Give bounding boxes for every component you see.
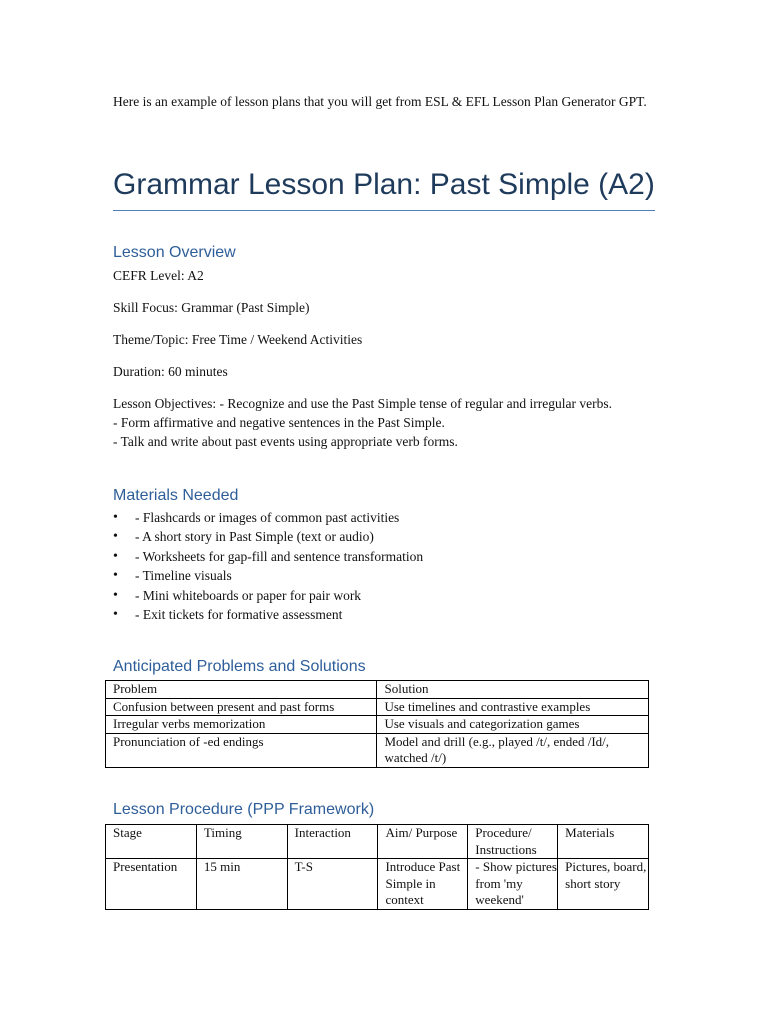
table-header-cell: Timing [196, 825, 287, 859]
procedure-heading: Lesson Procedure (PPP Framework) [113, 801, 375, 818]
table-cell: T-S [287, 859, 378, 910]
list-item-text: - Mini whiteboards or paper for pair work [135, 587, 362, 603]
objective-line: Lesson Objectives: - Recognize and use the Past Simple tense of regular and irregular verbs. [113, 396, 612, 411]
cefr-level: CEFR Level: A2 [113, 268, 204, 283]
table-header-cell: Problem [106, 681, 377, 699]
list-item-text: - Timeline visuals [135, 568, 232, 584]
table-row [106, 733, 649, 767]
table-row [106, 716, 649, 734]
problems-table [105, 680, 649, 768]
table-header-row [106, 681, 649, 699]
list-item [113, 587, 673, 606]
list-item [113, 548, 673, 567]
problems-heading: Anticipated Problems and Solutions [113, 658, 366, 675]
title-underline [113, 210, 655, 211]
skill-focus: Skill Focus: Grammar (Past Simple) [113, 300, 310, 315]
bullet-icon: • [113, 548, 118, 564]
list-item [113, 567, 673, 586]
bullet-icon: • [113, 587, 118, 603]
materials-heading: Materials Needed [113, 487, 239, 504]
table-cell: Use timelines and contrastive examples [377, 698, 649, 716]
table-header-cell: Stage [106, 825, 197, 859]
table-row [106, 698, 649, 716]
table-row [106, 859, 649, 910]
table-cell: Confusion between present and past forms [106, 698, 377, 716]
list-item [113, 606, 673, 625]
table-header-cell: Aim/ Purpose [378, 825, 468, 859]
list-item-text: - A short story in Past Simple (text or audio) [135, 529, 374, 545]
table-cell: - Show pictures from 'my weekend' [468, 859, 558, 910]
table-cell: Use visuals and categorization games [377, 716, 649, 734]
theme-topic: Theme/Topic: Free Time / Weekend Activities [113, 332, 363, 347]
list-item [113, 509, 673, 528]
bullet-icon: • [113, 510, 118, 525]
procedure-table [105, 824, 649, 910]
list-item-text: - Worksheets for gap-fill and sentence transformation [135, 548, 424, 564]
objective-line: - Talk and write about past events using appropriate verb forms. [113, 434, 458, 449]
table-cell: Pronunciation of -ed endings [106, 733, 377, 767]
list-item-text: - Flashcards or images of common past activities [135, 510, 400, 525]
table-header-cell: Solution [377, 681, 649, 699]
page-title: Grammar Lesson Plan: Past Simple (A2) [113, 168, 655, 201]
bullet-icon: • [113, 529, 118, 545]
table-cell: Introduce Past Simple in context [378, 859, 468, 910]
intro-text: Here is an example of lesson plans that you will get from ESL & EFL Lesson Plan Generator GPT. [113, 94, 647, 109]
table-cell: Pictures, board, short story [558, 859, 649, 910]
objective-line: - Form affirmative and negative sentences in the Past Simple. [113, 415, 445, 430]
materials-list [113, 509, 673, 625]
table-header-cell: Interaction [287, 825, 378, 859]
table-header-cell: Materials [558, 825, 649, 859]
bullet-icon: • [113, 606, 118, 622]
table-cell: Presentation [106, 859, 197, 910]
table-header-row [106, 825, 649, 859]
duration: Duration: 60 minutes [113, 364, 228, 379]
table-cell: 15 min [196, 859, 287, 910]
list-item [113, 528, 673, 547]
table-header-cell: Procedure/ Instructions [468, 825, 558, 859]
table-cell: Model and drill (e.g., played /t/, ended /Id/, watched /t/) [377, 733, 649, 767]
bullet-icon: • [113, 568, 118, 584]
table-cell: Irregular verbs memorization [106, 716, 377, 734]
lesson-overview-heading: Lesson Overview [113, 244, 236, 261]
list-item-text: - Exit tickets for formative assessment [135, 606, 343, 622]
